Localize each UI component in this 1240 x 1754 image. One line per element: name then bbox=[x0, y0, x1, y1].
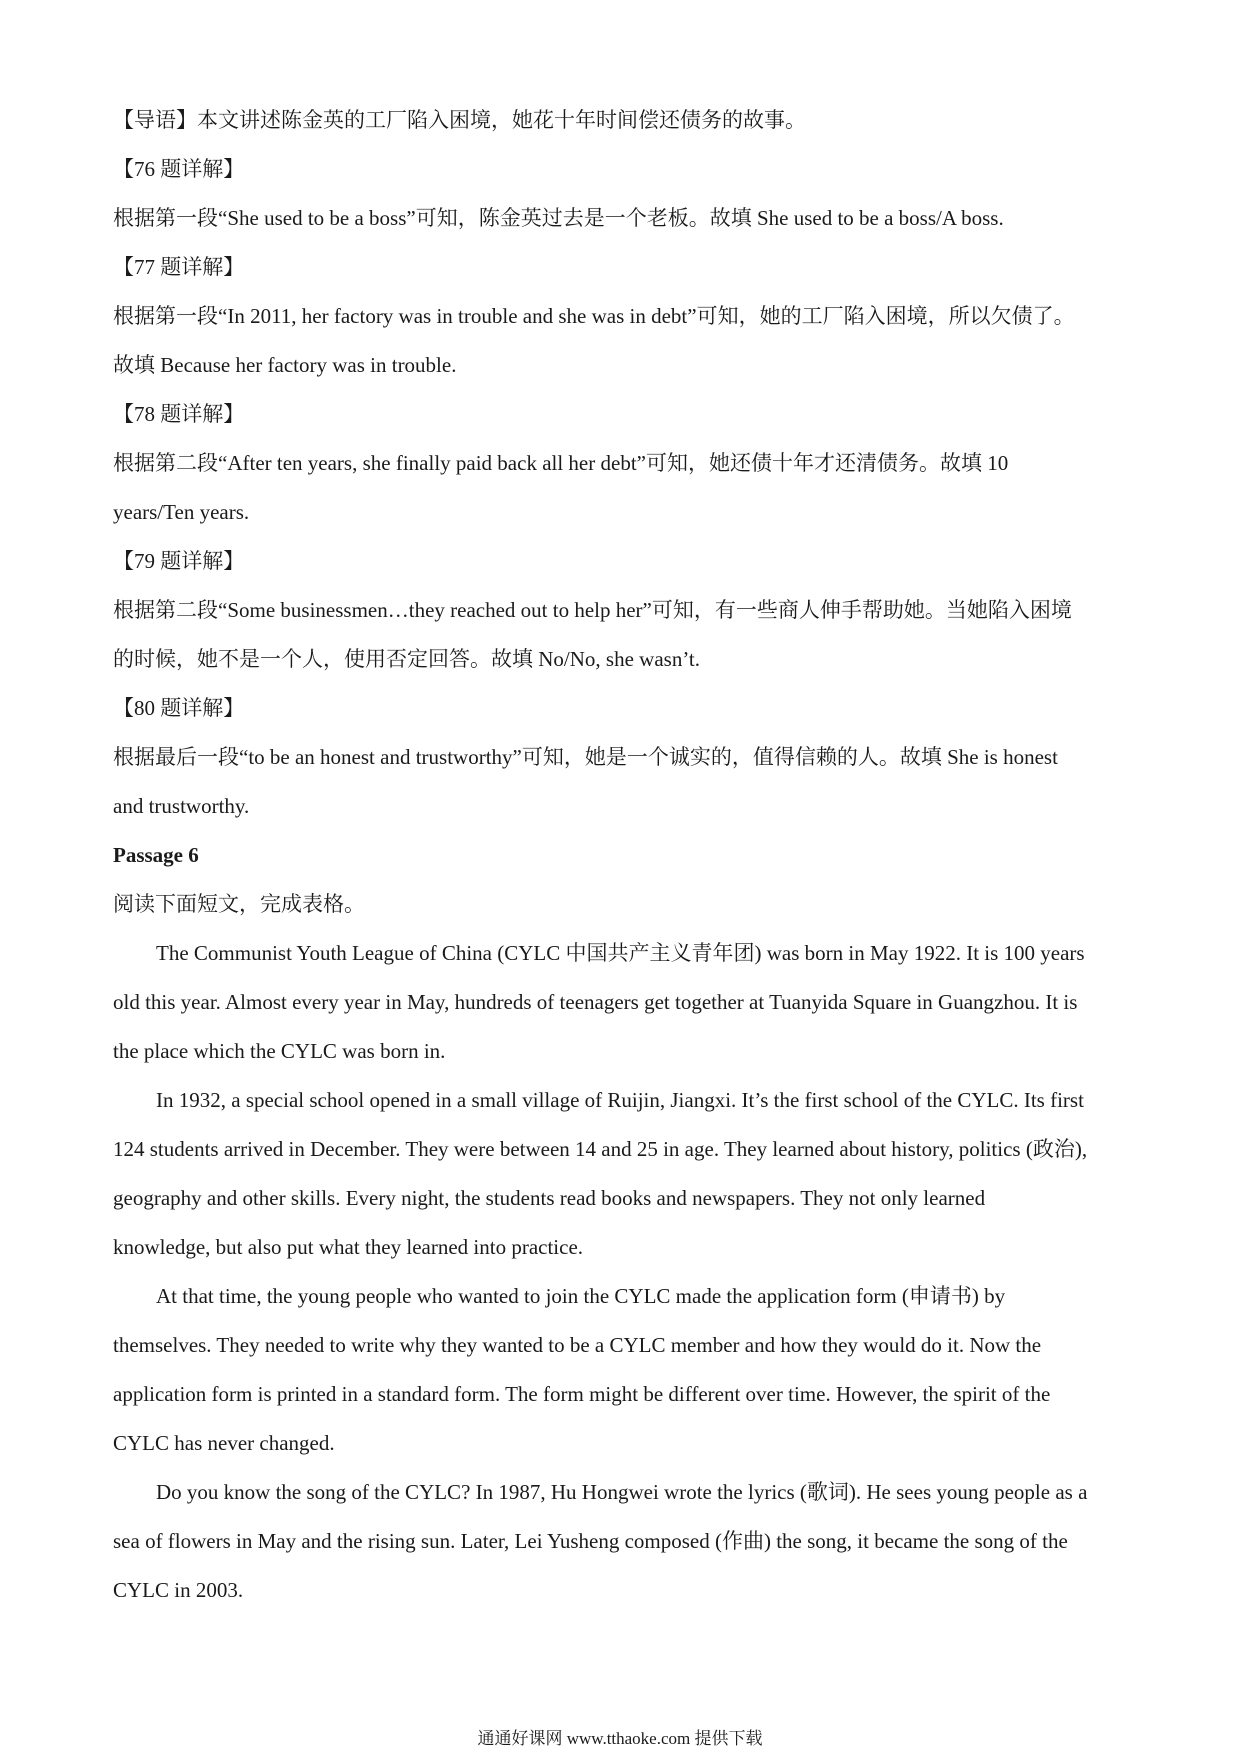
paragraph-line: CYLC in 2003. bbox=[113, 1578, 244, 1602]
paragraph-line: application form is printed in a standard form. The form might be different over time. However, the spirit of the bbox=[113, 1382, 1051, 1406]
paragraph-line: In 1932, a special school opened in a small village of Ruijin, Jiangxi. It’s the first school of the CYLC. Its first bbox=[156, 1088, 1084, 1112]
q77-explanation-line: 故填 Because her factory was in trouble. bbox=[113, 353, 457, 377]
intro-line: 【导语】本文讲述陈金英的工厂陷入困境，她花十年时间偿还债务的故事。 bbox=[113, 108, 806, 132]
paragraph-line: sea of flowers in May and the rising sun. Later, Lei Yusheng composed (作曲) the song, it became the song of the bbox=[113, 1529, 1068, 1553]
paragraph-line: The Communist Youth League of China (CYLC 中国共产主义青年团) was born in May 1922. It is 100 years bbox=[156, 941, 1085, 965]
paragraph-1 bbox=[113, 929, 1133, 1076]
document-page bbox=[113, 96, 1133, 1615]
page-footer: 通通好课网 www.tthaoke.com 提供下载 bbox=[477, 1729, 763, 1748]
q79-explanation-line: 的时候，她不是一个人，使用否定回答。故填 No/No, she wasn’t. bbox=[113, 647, 701, 671]
paragraph-line: geography and other skills. Every night, the students read books and newspapers. They not only learned bbox=[113, 1186, 986, 1210]
paragraph-line: At that time, the young people who wanted to join the CYLC made the application form (申请书) by bbox=[156, 1284, 1006, 1308]
q80-heading: 【80 题详解】 bbox=[113, 696, 245, 720]
q79-explanation-line: 根据第二段“Some businessmen…they reached out to help her”可知，有一些商人伸手帮助她。当她陷入困境 bbox=[113, 598, 1072, 622]
q76-heading: 【76 题详解】 bbox=[113, 157, 245, 181]
paragraph-line: themselves. They needed to write why they wanted to be a CYLC member and how they would do it. Now the bbox=[113, 1333, 1042, 1357]
paragraph-line: knowledge, but also put what they learned into practice. bbox=[113, 1235, 584, 1259]
q78-explanation-line: 根据第二段“After ten years, she finally paid back all her debt”可知，她还债十年才还清债务。故填 10 bbox=[113, 451, 1009, 475]
q78-heading: 【78 题详解】 bbox=[113, 402, 245, 426]
q76-explanation-line: 根据第一段“She used to be a boss”可知，陈金英过去是一个老板。故填 She used to be a boss/A boss. bbox=[113, 206, 1004, 230]
paragraph-4 bbox=[113, 1468, 1133, 1615]
paragraph-3 bbox=[113, 1272, 1133, 1468]
passage-title: Passage 6 bbox=[113, 843, 199, 867]
q80-explanation-line: and trustworthy. bbox=[113, 794, 250, 818]
paragraph-2 bbox=[113, 1076, 1133, 1272]
q79-heading: 【79 题详解】 bbox=[113, 549, 245, 573]
q77-explanation-line: 根据第一段“In 2011, her factory was in trouble and she was in debt”可知，她的工厂陷入困境，所以欠债了。 bbox=[113, 304, 1075, 328]
passage-instruction: 阅读下面短文，完成表格。 bbox=[113, 892, 365, 916]
q78-explanation-line: years/Ten years. bbox=[113, 500, 250, 524]
paragraph-line: 124 students arrived in December. They were between 14 and 25 in age. They learned about history, politics (政治), bbox=[113, 1137, 1088, 1161]
paragraph-line: CYLC has never changed. bbox=[113, 1431, 335, 1455]
paragraph-line: Do you know the song of the CYLC? In 1987, Hu Hongwei wrote the lyrics (歌词). He sees young people as a bbox=[156, 1480, 1088, 1504]
q80-explanation-line: 根据最后一段“to be an honest and trustworthy”可知，她是一个诚实的，值得信赖的人。故填 She is honest bbox=[113, 745, 1058, 769]
paragraph-line: old this year. Almost every year in May, hundreds of teenagers get together at Tuanyida Square in Guangzhou. It is bbox=[113, 990, 1078, 1014]
q77-heading: 【77 题详解】 bbox=[113, 255, 245, 279]
paragraph-line: the place which the CYLC was born in. bbox=[113, 1039, 446, 1063]
